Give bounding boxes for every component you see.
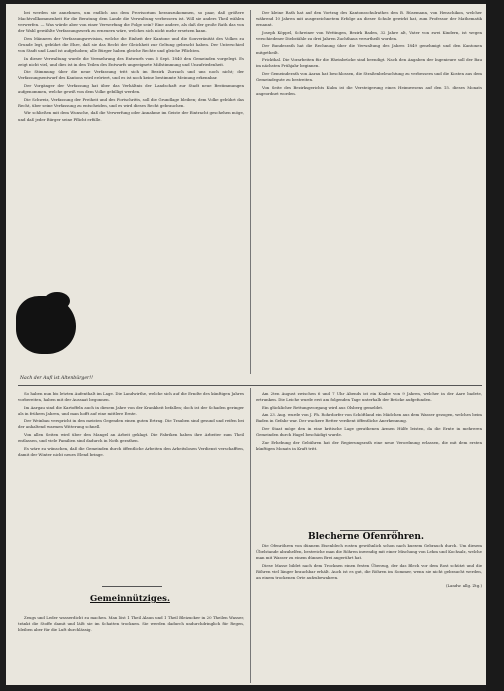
paragraph: In dieser Verwaltung wurde die Vermehrung des Entwurfs vom 5 Sept. 1840 den Gemeinden vorgelegt. Es zeigt nicht viel, und dies ist in den Teilen des Entwurfs ungeeignete Mißstimmung und Unzufriedenheit. [18,55,244,67]
right-column-bottom [256,391,482,525]
paragraph: Der Gemeinderath von Aarau hat beschlossen, die Straßenbeleuchtung zu verbessern und die Kosten aus dem Gemeindegute zu bestreiten. [256,70,482,82]
section-title-ofenroehren: Blecherne Ofenröhren. [308,532,425,542]
newspaper-page [6,4,492,685]
paragraph: Der Staat möge den in eine kritische Lage gerathenen Armen Hülfe leisten, da die Ernte in mehreren Gemeinden durch Hagel beschädigt wurde. [256,425,482,438]
paragraph: Am 23. Aug. wurde von J. Ph. Rohrdorfer von Schöftland ein Mädchen aus dem Wasser gezogen, welches beim Baden in Gefahr war. Der wackere Retter verdient öffentliche Anerkennung. [256,412,482,424]
paragraph: Joseph Köppel, Schreiner von Wettingen, Bezirk Baden, 32 Jahre alt, Vater von zwei Kindern, ist wegen verschiedener Diebstähle zu drei Jahren Zuchthaus verurtheilt worden. [256,29,482,41]
section-rule [340,530,398,531]
paragraph: Der Vorgänger der Verfassung hat über das Verhältnis der Landschaft zur Stadt neue Bestimmungen aufgenommen, welche gewiß von dem Volke gebilligt werden. [18,83,244,95]
paragraph: (Landw. allg. Ztg.) [445,582,482,588]
paragraph: bei werden sie annehmen, um endlich aus dem Provisorium herauszukommen, so paar, daß größere Machtvollkommenheit für die Beratung dem Lande die Verwaltung verbessern ist. Will sie anders Theil wählen verwerfen. — Was würde aber von einer Verwerfung die Folge sein? Eine andere, als daß der große Rath das von der Wahl gewählte Verfassungswerk zu erneuern wäre, welches sich nicht mehr ersetzen kann. [18,10,244,34]
paragraph: Der Bundesrath hat die Rechnung über die Verwaltung des Jahres 1849 genehmigt und den Kantonen mitgetheilt. [256,43,482,55]
paragraph: Frickthal. Die Vorarbeiten für die Rheinbrücke sind beendigt. Nach den Angaben der Ingenieure soll der Bau im nächsten Frühjahr beginnen. [256,57,482,69]
paragraph: So haben nun bis letzten Aufenthalt im Lage. Die Landwirthe, welche sich auf die Erndte des künftigen Jahres vorbereiten, haben mit der Aussaat begonnen. [18,391,244,403]
paragraph: Im Aargau sind die Kartoffeln auch in diesem Jahre von der Krankheit befallen; doch ist der Schaden geringer als in frühern Jahren, und man hofft auf eine mittlere Ernte. [18,404,244,416]
section-rule [102,586,162,587]
paragraph: Von allen Seiten wird über den Mangel an Arbeit geklagt. Die Fabriken haben ihre Arbeiter zum Theil entlassen, und viele Familien sind dadurch in Noth gerathen. [18,432,244,444]
paragraph: Wir schließen mit dem Wunsche, daß die Verwerfung oder Annahme im Geiste der Eintracht geschehen möge, und daß jeder Bürger seine Pflicht erfülle. [18,110,244,122]
paragraph: Die Schweiz, Verfassung der Freiheit und des Fortschritts, soll die Grundlage bleiben; dem Volke gebührt das Recht, über seine Verfassung zu entscheiden, und es wird dieses Recht gebrauchen. [18,96,244,108]
paragraph: Von Seite des Bezirksgerichts Kulm ist die Versteigerung eines Heimwesens auf den 15. dieses Monats angeordnet worden. [256,84,482,96]
right-column-top [256,10,482,374]
paragraph: Zeugs und Leder wasserdicht zu machen. Man löst 1 Theil Alaun und 1 Theil Bleizucker in 20 Theilen Wasser, tränkt die Stoffe damit und läßt sie im Schatten trocknen. Sie werden dadurch undurchdringlich für Regen, bleiben aber für die Luft durchlässig. [18,615,244,633]
paragraph: Die Ofenröhren von dünnem Eisenblech rosten gewöhnlich schon nach kurzem Gebrauch durch. Um diesem Übelstande abzuhelfen, bestreiche man die Röhren inwendig mit einer Mischung von Lehm und Kochsalz, welche man mit Wasser zu einem dünnen Brei angerührt hat. [256,543,482,561]
paragraph: Es wäre zu wünschen, daß die Gemeinden durch öffentliche Arbeiten den Arbeitslosen Verdienst verschafften, damit der Winter nicht neues Elend bringe. [18,445,244,457]
horizontal-rule [18,385,482,386]
paragraph: Zur Erhebung der Gebühren hat der Regierungsrath eine neue Verordnung erlassen, die mit dem ersten künftigen Monats in Kraft tritt. [256,439,482,451]
paragraph: Den Männern der Verfassungsrevision, welche die Einheit der Kantone und die Souveränität des Volkes zu Grunde legt, gebührt die Ehre, daß sie das Recht der Gleichheit zur Geltung gebracht haben. Der Unterschied von Stadt und Land ist aufgehoben; alle Bürger haben gleiche Rechte und gleiche Pflichten. [18,35,244,54]
paragraph: Am 2ten August zwischen 6 und 7 Uhr Abends ist ein Knabe von 9 Jahren, welcher in der Aare badete, ertrunken. Die Leiche wurde erst am folgenden Tage unterhalb der Brücke aufgefunden. [256,391,482,403]
announcement-line: Nach der Aufl ist Altenbürger!! [20,376,93,381]
right-column-bottom-section [256,543,482,679]
column-divider [250,10,251,374]
paragraph: Diese Masse bildet nach dem Trocknen einen festen Überzug, der das Blech vor dem Rost schützt und die Röhren viel länger brauchbar erhält. Auch ist es gut, die Röhren im Sommer, wenn sie nicht gebraucht werden, an einem trockenen Orte aufzubewahren. [256,562,482,580]
scan-edge [486,0,504,691]
left-column-bottom-section [18,615,244,679]
ink-blot [44,292,70,310]
section-title-gemeinnuetziges: Gemeinnütziges. [90,594,170,604]
paragraph: Der kleine Rath hat auf den Vortrag des Kantonsschulrathes den B. Rüsemann, von Henschikon, welcher während 10 Jahren mit ausgezeichnetem Erfolge an dieser Schule gewirkt hat, zum Professor der Mathematik ernannt. [256,10,482,28]
column-divider-lower [250,388,251,683]
paragraph: Der Weinbau verspricht in den meisten Gegenden einen guten Ertrag. Die Trauben sind gesund und reifen bei der anhaltend warmen Witterung schnell. [18,418,244,430]
paragraph: Die Stimmung über die neue Verfassung tritt sich im Bezirk Zurzach und uns noch nicht; der Verfassungsentwurf des Kantons wird erörtert, und es ist noch keine bestimmte Meinung erkennbar. [18,69,244,81]
paragraph: Ein glücklicher Rettungsvorgang wird aus Olsberg gemeldet. [262,404,384,410]
left-column-bottom [18,391,244,581]
